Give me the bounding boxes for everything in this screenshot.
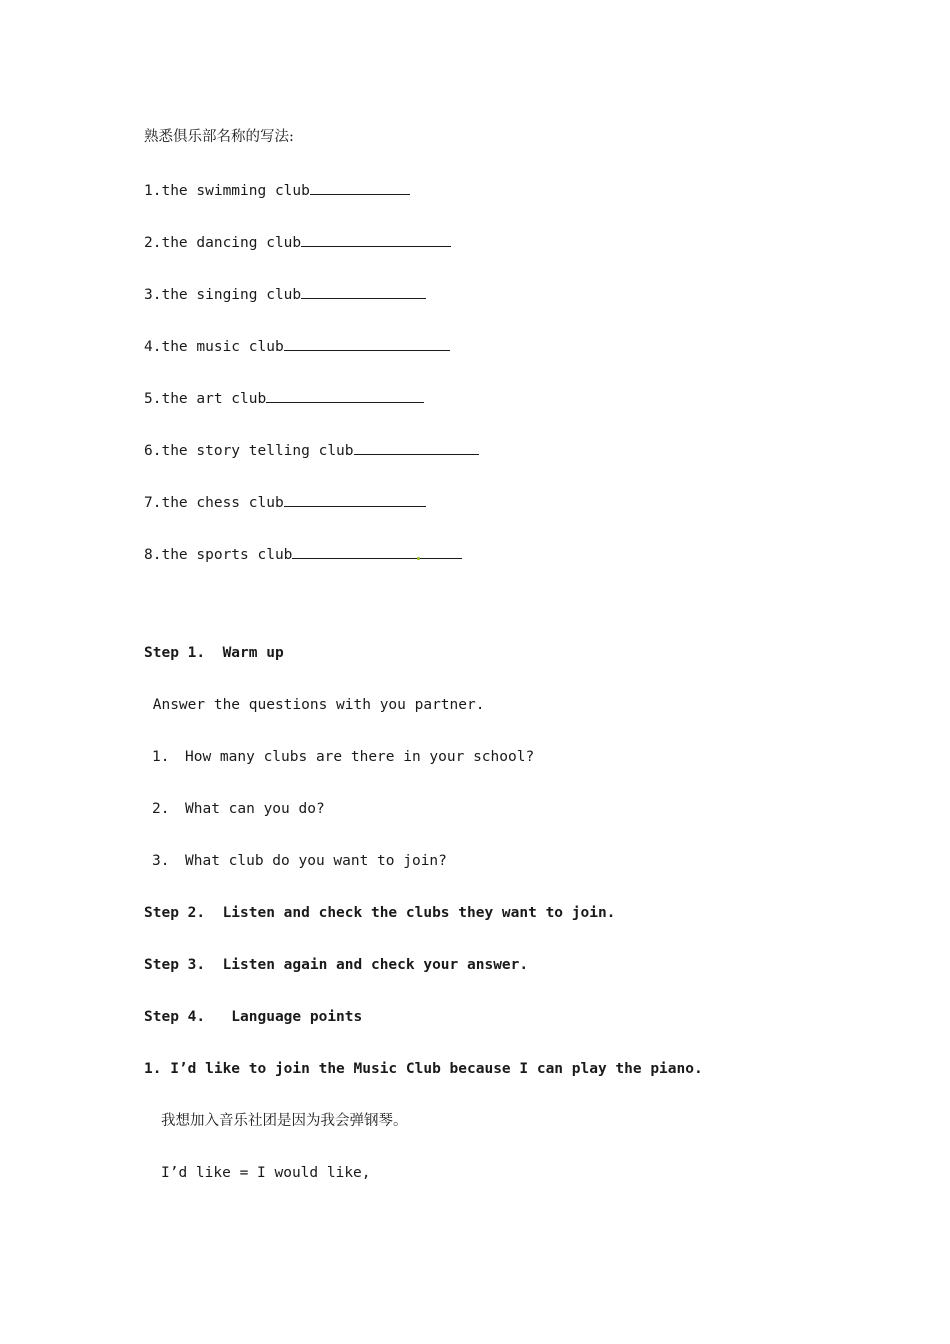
question-2: [152, 799, 325, 819]
club-item-7: [144, 491, 426, 513]
club-text: 2.the dancing club: [144, 235, 302, 251]
language-point-note: I’d like = I would like,: [161, 1165, 371, 1181]
club-item-1: [144, 179, 410, 201]
club-text: 5.the art club: [144, 391, 267, 407]
question-1: [152, 747, 535, 767]
question-number: 1.: [152, 749, 170, 765]
club-item-4: [144, 335, 450, 357]
answer-blank[interactable]: [292, 543, 462, 559]
question-text: What club do you want to join?: [185, 853, 447, 869]
club-text: 4.the music club: [144, 339, 284, 355]
club-item-3: [144, 283, 426, 305]
club-item-2: [144, 231, 451, 253]
club-item-5: [144, 387, 424, 409]
step3-title: Step 3. Listen again and check your answer.: [144, 957, 529, 973]
answer-blank[interactable]: [266, 387, 424, 403]
step1-title: Step 1. Warm up: [144, 645, 284, 661]
question-text: What can you do?: [185, 801, 325, 817]
answer-blank[interactable]: [284, 335, 450, 351]
step2-title: Step 2. Listen and check the clubs they want to join.: [144, 905, 616, 921]
answer-blank[interactable]: [301, 283, 426, 299]
club-item-8: [144, 543, 462, 565]
answer-blank[interactable]: [301, 231, 451, 247]
question-3: [152, 851, 447, 871]
club-names-heading: 熟悉俱乐部名称的写法:: [144, 129, 294, 145]
language-point-translation: 我想加入音乐社团是因为我会弹钢琴。: [161, 1113, 408, 1129]
answer-blank[interactable]: [354, 439, 479, 455]
club-text: 3.the singing club: [144, 287, 302, 303]
question-number: 3.: [152, 853, 170, 869]
club-text: 1.the swimming club: [144, 183, 310, 199]
club-text: 8.the sports club: [144, 547, 293, 563]
step4-title: Step 4. Language points: [144, 1009, 363, 1025]
step1-instruction: Answer the questions with you partner.: [144, 697, 485, 713]
club-item-6: [144, 439, 479, 461]
club-text: 7.the chess club: [144, 495, 284, 511]
question-text: How many clubs are there in your school?: [185, 749, 535, 765]
answer-blank[interactable]: [284, 491, 426, 507]
language-point-sentence: 1. I’d like to join the Music Club because I can play the piano.: [144, 1061, 703, 1077]
answer-blank[interactable]: [310, 179, 410, 195]
question-number: 2.: [152, 801, 170, 817]
club-text: 6.the story telling club: [144, 443, 354, 459]
green-dot-mark: [417, 557, 420, 560]
